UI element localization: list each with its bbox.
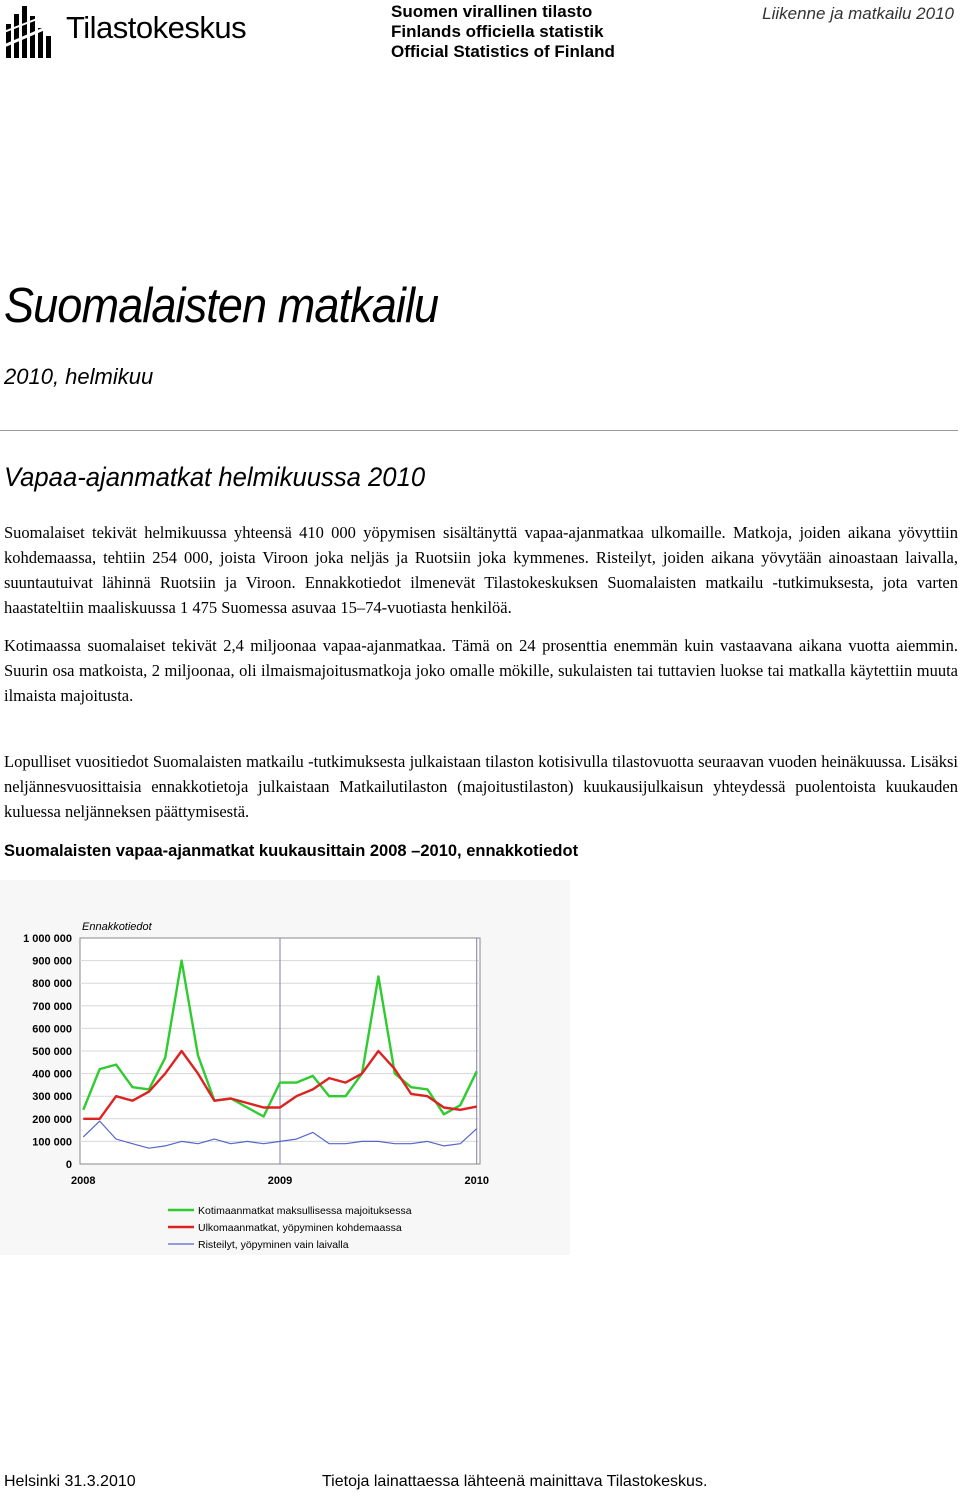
page-title: Suomalaisten matkailu: [4, 279, 439, 333]
y-tick-label: 100 000: [32, 1136, 72, 1149]
paragraph-2: Kotimaassa suomalaiset tekivät 2,4 miljoonaa vapaa-ajanmatkaa. Tämä on 24 prosenttia enemmän kuin vastaavana aikana vuotta aiemmin. Suurin osa matkoista, 2 miljoonaa, oli ilmaismajoitusmatkoja joko omalle mökille, sukulaisten tai tuttavien luokse tai matkalla käytettiin muuta ilmaista majoitusta.: [4, 636, 958, 705]
official-statistics-label: [391, 2, 615, 62]
official-line-sv: Finlands officiella statistik: [391, 22, 604, 41]
tilastokeskus-logo-icon: [4, 2, 62, 60]
logo-text: Tilastokeskus: [66, 10, 247, 45]
x-tick-label: 2008: [71, 1175, 96, 1187]
y-tick-label: 300 000: [32, 1091, 72, 1104]
y-tick-label: 0: [65, 1159, 72, 1171]
y-tick-label: 500 000: [32, 1046, 72, 1058]
y-tick-label: 600 000: [32, 1023, 72, 1036]
y-tick-label: 800 000: [32, 978, 72, 991]
y-tick-label: 1 000 000: [23, 933, 72, 945]
section-title: Vapaa-ajanmatkat helmikuussa 2010: [4, 462, 426, 492]
chart-annotation: Ennakkotiedot: [82, 921, 152, 933]
line-chart: [0, 880, 570, 1255]
y-tick-label: 700 000: [32, 1000, 72, 1013]
x-tick-label: 2009: [267, 1175, 293, 1187]
divider: [0, 430, 958, 431]
y-tick-label: 200 000: [32, 1113, 72, 1126]
legend-label: Kotimaanmatkat maksullisessa majoituksessa: [198, 1205, 412, 1217]
paragraph-1: Suomalaiset tekivät helmikuussa yhteensä 410 000 yöpymisen sisältänyttä vapaa-ajanmatkaa ulkomaille. Matkoja, joiden aikana yövyttiin kohdemaassa, tehtiin 254 000, joista Viroon joka neljäs ja Ruotsiin joka kymmenes. Risteilyt, joiden aikana yövytään ainoastaan laivalla, suuntautuivat lähinnä Ruotsiin ja Viroon. Ennakkotiedot ilmenevät Tilastokeskuksen Suomalaisten matkailu -tutkimuksesta, jota varten haastateltiin maaliskuussa 1 475 Suomessa asuvaa 15–74-vuotiasta henkilöä.: [4, 523, 958, 617]
page-subtitle: 2010, helmikuu: [4, 364, 154, 389]
chart-heading: Suomalaisten vapaa-ajanmatkat kuukausittain 2008 –2010, ennakkotiedot: [4, 842, 579, 860]
tilastokeskus-logo: [4, 2, 264, 62]
footer-date: Helsinki 31.3.2010: [4, 1473, 136, 1490]
x-tick-label: 2010: [464, 1175, 489, 1187]
legend-label: Ulkomaanmatkat, yöpyminen kohdemaassa: [198, 1222, 402, 1234]
y-tick-label: 400 000: [32, 1068, 72, 1081]
official-line-fi: Suomen virallinen tilasto: [391, 2, 593, 21]
legend-label: Risteilyt, yöpyminen vain laivalla: [198, 1239, 349, 1251]
footer-source-note: Tietoja lainattaessa lähteenä mainittava Tilastokeskus.: [322, 1473, 708, 1490]
official-line-en: Official Statistics of Finland: [391, 42, 615, 61]
series-name: Liikenne ja matkailu 2010: [762, 4, 954, 23]
y-tick-label: 900 000: [32, 955, 72, 968]
paragraph-3: Lopulliset vuositiedot Suomalaisten matkailu -tutkimuksesta julkaistaan tilaston kotisivulla tilastovuotta seuraavan vuoden heinäkuussa. Lisäksi neljännesvuosittaisia ennakkotietoja julkaistaan Matkailutilaston (majoitustilaston) kuukausijulkaisun yhteydessä puolentoista kuukauden kuluessa neljänneksen päättymisestä.: [4, 752, 958, 821]
